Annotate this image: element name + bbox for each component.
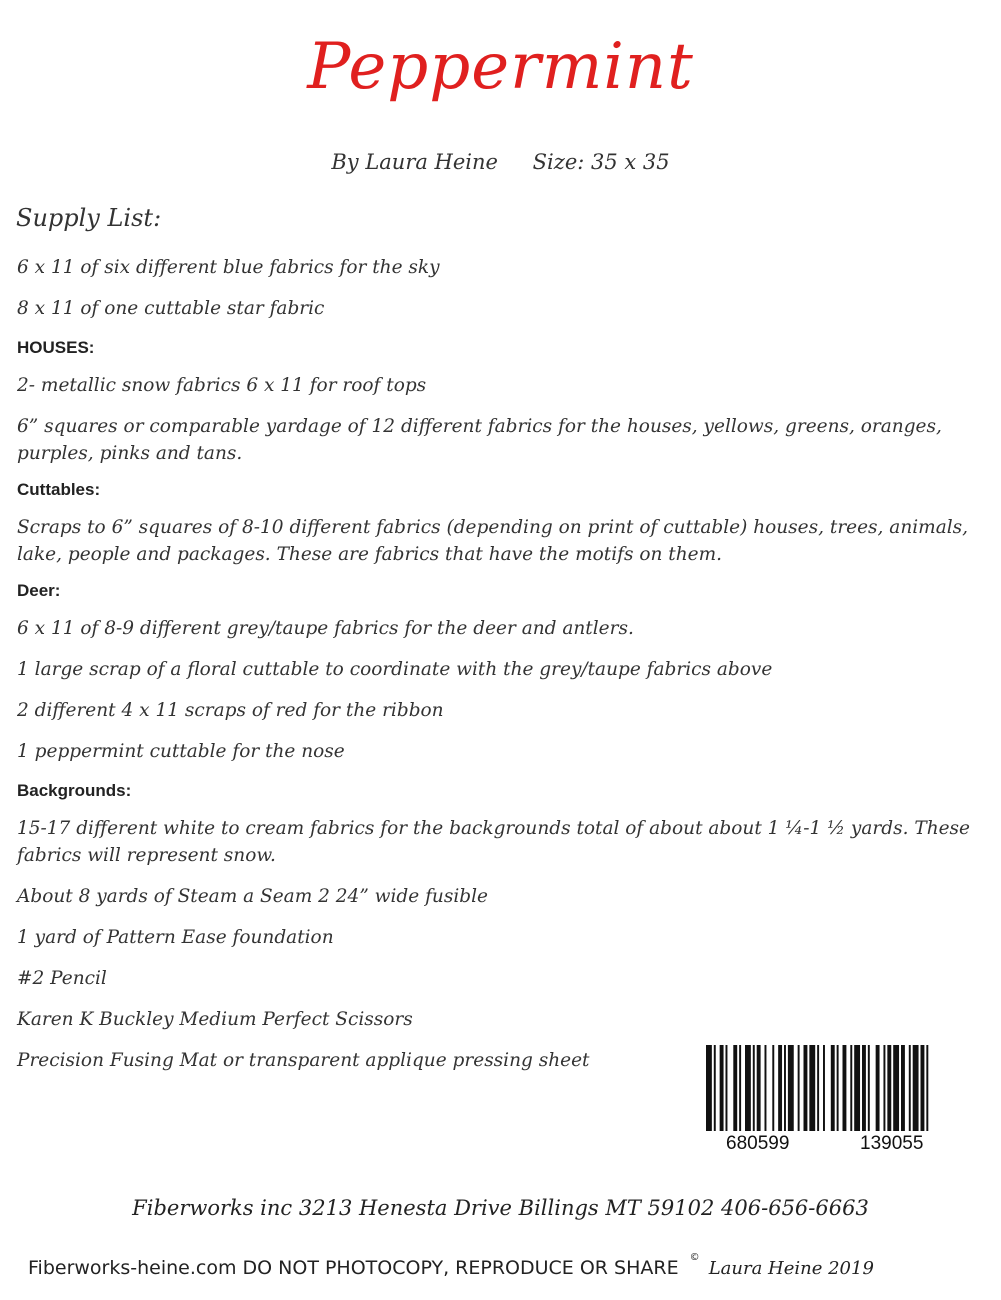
section-heading-houses: HOUSES: <box>17 338 95 357</box>
barcode-bar <box>798 1045 800 1133</box>
barcode-graphic <box>704 1045 976 1157</box>
supply-item-house-squares: 6” squares or comparable yardage of 12 different fabrics for the houses, yellows, greens, oranges, purples, pinks and tans. <box>17 416 942 464</box>
barcode-bar <box>909 1045 911 1133</box>
supply-item-ribbon-scraps: 2 different 4 x 11 scraps of red for the ribbon <box>17 700 444 721</box>
supply-item-background-fabrics: 15-17 different white to cream fabrics for the backgrounds total of about about 1 ¼-1 ½ yards. These fabrics will represent snow. <box>17 818 970 866</box>
section-heading-deer: Deer: <box>17 581 61 600</box>
barcode-bar <box>901 1045 905 1133</box>
barcode-bar <box>765 1045 767 1133</box>
barcode-bar <box>868 1045 870 1133</box>
section-heading-backgrounds: Backgrounds: <box>17 781 132 800</box>
supply-item-snow-fabrics: 2- metallic snow fabrics 6 x 11 for roof tops <box>17 375 427 396</box>
barcode-left-digits: 680599 <box>726 1133 790 1154</box>
barcode-bar <box>837 1045 839 1133</box>
barcode-bar <box>823 1045 825 1133</box>
barcode-bar <box>757 1045 761 1133</box>
supply-item-star-fabric: 8 x 11 of one cuttable star fabric <box>17 298 325 319</box>
barcode-bar <box>850 1045 852 1133</box>
supply-item-cuttable-scraps: Scraps to 6” squares of 8-10 different fabrics (depending on print of cuttable) houses, trees, animals, lake, people and packages. These are fabrics that have the motifs on them. <box>17 517 969 565</box>
supply-item-steam-a-seam: About 8 yards of Steam a Seam 2 24” wide fusible <box>17 886 488 907</box>
barcode-bar <box>854 1045 860 1133</box>
pattern-title: Peppermint <box>307 30 694 104</box>
barcode-bar <box>876 1045 880 1133</box>
supply-item-scissors: Karen K Buckley Medium Perfect Scissors <box>17 1009 413 1030</box>
supply-item-fusing-mat: Precision Fusing Mat or transparent applique pressing sheet <box>17 1050 590 1071</box>
barcode-bar <box>784 1045 786 1133</box>
copyright-symbol-icon: © <box>689 1252 700 1263</box>
copyright-holder: Laura Heine 2019 <box>708 1258 874 1279</box>
publisher-address: Fiberworks inc 3213 Henesta Drive Billings MT 59102 406-656-6663 <box>132 1196 869 1220</box>
supply-item-deer-fabrics: 6 x 11 of 8-9 different grey/taupe fabrics for the deer and antlers. <box>17 618 634 639</box>
barcode-bar <box>788 1045 794 1133</box>
byline <box>0 150 1001 174</box>
supply-list-heading: Supply List: <box>16 204 162 232</box>
copy-notice-text: Fiberworks-heine.com DO NOT PHOTOCOPY, REPRODUCE OR SHARE <box>28 1257 679 1279</box>
barcode-bar <box>726 1045 728 1133</box>
barcode-bar <box>778 1045 782 1133</box>
copyright-notice <box>28 1252 874 1279</box>
quilt-size: Size: 35 x 35 <box>532 150 670 174</box>
supply-item-pencil: #2 Pencil <box>17 968 107 989</box>
supply-item-sky-fabrics: 6 x 11 of six different blue fabrics for the sky <box>17 257 440 278</box>
supply-list <box>17 254 977 1074</box>
supply-item-pattern-ease: 1 yard of Pattern Ease foundation <box>17 927 334 948</box>
supply-item-nose-cuttable: 1 peppermint cuttable for the nose <box>17 741 345 762</box>
barcode-bar <box>883 1045 885 1133</box>
barcode-bar <box>893 1045 899 1133</box>
section-heading-cuttables: Cuttables: <box>17 480 101 499</box>
barcode-bar <box>887 1045 891 1133</box>
barcode-bar <box>831 1045 835 1133</box>
supply-item-floral-scrap: 1 large scrap of a floral cuttable to coordinate with the grey/taupe fabrics above <box>17 659 773 680</box>
barcode-right-digits: 139055 <box>860 1133 924 1154</box>
barcode-bar <box>862 1045 866 1133</box>
barcode-bar <box>739 1045 741 1133</box>
barcode-bar <box>913 1045 919 1133</box>
barcode-bar <box>772 1045 774 1133</box>
barcode-bar <box>733 1045 737 1133</box>
barcode-bar <box>720 1045 724 1133</box>
barcode-bar <box>753 1045 755 1133</box>
author-line: By Laura Heine <box>331 150 498 174</box>
barcode-bar <box>804 1045 808 1133</box>
barcode-bar <box>745 1045 751 1133</box>
upc-barcode <box>704 1045 976 1157</box>
barcode-bar <box>843 1045 847 1133</box>
